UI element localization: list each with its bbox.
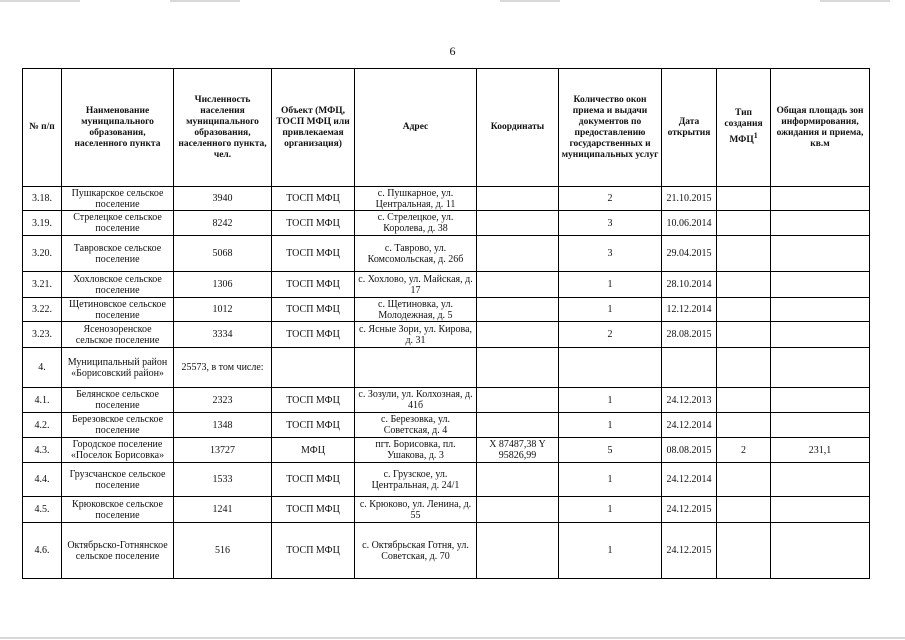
cell-population: 1012 — [174, 298, 272, 322]
cell-coordinates — [477, 463, 559, 497]
cell-population: 8242 — [174, 211, 272, 236]
cell-address: с. Пушкарное, ул. Центральная, д. 11 — [355, 187, 477, 211]
cell-population: 516 — [174, 523, 272, 579]
cell-coordinates — [477, 523, 559, 579]
cell-settlement-name: Березовское сельское поселение — [62, 413, 174, 438]
cell-opening-date: 28.08.2015 — [662, 322, 717, 348]
cell-area — [771, 413, 870, 438]
cell-settlement-name: Белянское сельское поселение — [62, 388, 174, 413]
cell-creation-type: 2 — [717, 438, 771, 463]
scan-artifact — [0, 0, 80, 2]
cell-settlement-name: Щетиновское сельское поселение — [62, 298, 174, 322]
page-number: 6 — [449, 44, 456, 58]
cell-row-number: 4.1. — [23, 388, 62, 413]
cell-address: с. Грузское, ул. Центральная, д. 24/1 — [355, 463, 477, 497]
cell-windows-count: 1 — [559, 413, 662, 438]
cell-windows-count: 1 — [559, 298, 662, 322]
cell-address: с. Таврово, ул. Комсомольская, д. 26б — [355, 236, 477, 272]
table-row — [23, 463, 870, 497]
cell-population: 1533 — [174, 463, 272, 497]
cell-coordinates — [477, 236, 559, 272]
header-row — [23, 69, 870, 187]
cell-area — [771, 187, 870, 211]
cell-object-type: ТОСП МФЦ — [272, 272, 355, 298]
cell-population: 2323 — [174, 388, 272, 413]
cell-windows-count: 1 — [559, 272, 662, 298]
cell-address: с. Стрелецкое, ул. Королева, д. 38 — [355, 211, 477, 236]
cell-creation-type — [717, 211, 771, 236]
cell-windows-count — [559, 348, 662, 388]
cell-area — [771, 388, 870, 413]
cell-address: с. Хохлово, ул. Майская, д. 17 — [355, 272, 477, 298]
cell-address — [355, 348, 477, 388]
cell-opening-date: 12.12.2014 — [662, 298, 717, 322]
cell-creation-type — [717, 272, 771, 298]
header-object: Объект (МФЦ, ТОСП МФЦ или привлекаемая организация) — [272, 69, 355, 187]
cell-address: с. Ясные Зори, ул. Кирова, д. 31 — [355, 322, 477, 348]
cell-coordinates — [477, 322, 559, 348]
cell-creation-type — [717, 413, 771, 438]
cell-opening-date: 24.12.2014 — [662, 463, 717, 497]
header-population: Численность населения муниципального образования, населенного пункта, чел. — [174, 69, 272, 187]
cell-windows-count: 5 — [559, 438, 662, 463]
cell-creation-type — [717, 298, 771, 322]
cell-area — [771, 463, 870, 497]
cell-row-number: 4.6. — [23, 523, 62, 579]
cell-windows-count: 2 — [559, 322, 662, 348]
cell-opening-date: 28.10.2014 — [662, 272, 717, 298]
cell-settlement-name: Тавровское сельское поселение — [62, 236, 174, 272]
cell-settlement-name: Октябрьско-Готнянское сельское поселение — [62, 523, 174, 579]
cell-object-type: ТОСП МФЦ — [272, 497, 355, 523]
cell-area — [771, 211, 870, 236]
cell-windows-count: 1 — [559, 463, 662, 497]
cell-coordinates — [477, 187, 559, 211]
cell-row-number: 4.4. — [23, 463, 62, 497]
cell-creation-type — [717, 187, 771, 211]
cell-object-type — [272, 348, 355, 388]
header-num: № п/п — [23, 69, 62, 187]
cell-creation-type — [717, 523, 771, 579]
table-row — [23, 272, 870, 298]
cell-coordinates — [477, 272, 559, 298]
table-row — [23, 388, 870, 413]
cell-windows-count: 1 — [559, 497, 662, 523]
table-row — [23, 322, 870, 348]
cell-object-type: ТОСП МФЦ — [272, 236, 355, 272]
cell-settlement-name: Пушкарское сельское поселение — [62, 187, 174, 211]
table-row — [23, 438, 870, 463]
cell-object-type: МФЦ — [272, 438, 355, 463]
header-coordinates: Координаты — [477, 69, 559, 187]
cell-object-type: ТОСП МФЦ — [272, 463, 355, 497]
cell-opening-date: 08.08.2015 — [662, 438, 717, 463]
scan-artifact — [820, 0, 890, 2]
cell-object-type: ТОСП МФЦ — [272, 388, 355, 413]
cell-population: 3940 — [174, 187, 272, 211]
cell-settlement-name: Крюковское сельское поселение — [62, 497, 174, 523]
cell-coordinates — [477, 413, 559, 438]
table-row — [23, 497, 870, 523]
cell-row-number: 3.20. — [23, 236, 62, 272]
cell-creation-type — [717, 348, 771, 388]
cell-row-number: 3.18. — [23, 187, 62, 211]
cell-windows-count: 2 — [559, 187, 662, 211]
cell-area — [771, 348, 870, 388]
cell-population: 25573, в том числе: — [174, 348, 272, 388]
cell-area: 231,1 — [771, 438, 870, 463]
cell-area — [771, 298, 870, 322]
cell-population: 1306 — [174, 272, 272, 298]
cell-address: пгт. Борисовка, пл. Ушакова, д. 3 — [355, 438, 477, 463]
cell-windows-count: 3 — [559, 236, 662, 272]
cell-address: с. Щетиновка, ул. Молодежная, д. 5 — [355, 298, 477, 322]
cell-row-number: 4.2. — [23, 413, 62, 438]
table-row — [23, 236, 870, 272]
cell-opening-date: 24.12.2013 — [662, 388, 717, 413]
cell-settlement-name: Ясенозоренское сельское поселение — [62, 322, 174, 348]
cell-address: с. Зозули, ул. Колхозная, д. 41б — [355, 388, 477, 413]
header-area: Общая площадь зон информирования, ожидания и приема, кв.м — [771, 69, 870, 187]
table-row — [23, 211, 870, 236]
header-type — [717, 69, 771, 187]
cell-coordinates — [477, 348, 559, 388]
cell-row-number: 3.21. — [23, 272, 62, 298]
header-name: Наименование муниципального образования, населенного пункта — [62, 69, 174, 187]
cell-coordinates: X 87487,38 Y 95826,99 — [477, 438, 559, 463]
scan-artifact — [500, 0, 560, 2]
scan-artifact — [0, 637, 905, 639]
cell-creation-type — [717, 497, 771, 523]
header-footnote: 1 — [753, 131, 758, 141]
table-row — [23, 413, 870, 438]
cell-object-type: ТОСП МФЦ — [272, 211, 355, 236]
cell-settlement-name: Хохловское сельское поселение — [62, 272, 174, 298]
cell-object-type: ТОСП МФЦ — [272, 523, 355, 579]
cell-settlement-name: Муниципальный район «Борисовский район» — [62, 348, 174, 388]
cell-population: 5068 — [174, 236, 272, 272]
header-windows: Количество окон приема и выдачи документов по предоставлению государственных и муниципальных услуг — [559, 69, 662, 187]
cell-coordinates — [477, 388, 559, 413]
cell-object-type: ТОСП МФЦ — [272, 322, 355, 348]
cell-opening-date — [662, 348, 717, 388]
table-row — [23, 298, 870, 322]
cell-object-type: ТОСП МФЦ — [272, 298, 355, 322]
cell-area — [771, 322, 870, 348]
cell-creation-type — [717, 322, 771, 348]
cell-area — [771, 523, 870, 579]
scan-artifact — [170, 0, 240, 2]
cell-opening-date: 21.10.2015 — [662, 187, 717, 211]
cell-population: 13727 — [174, 438, 272, 463]
cell-windows-count: 3 — [559, 211, 662, 236]
cell-population: 3334 — [174, 322, 272, 348]
cell-opening-date: 24.12.2015 — [662, 523, 717, 579]
cell-address: с. Октябрьская Готня, ул. Советская, д. 70 — [355, 523, 477, 579]
cell-settlement-name: Городское поселение «Поселок Борисовка» — [62, 438, 174, 463]
cell-row-number: 4. — [23, 348, 62, 388]
cell-creation-type — [717, 463, 771, 497]
cell-opening-date: 29.04.2015 — [662, 236, 717, 272]
cell-settlement-name: Стрелецкое сельское поселение — [62, 211, 174, 236]
cell-area — [771, 272, 870, 298]
cell-area — [771, 236, 870, 272]
cell-address: с. Крюково, ул. Ленина, д. 55 — [355, 497, 477, 523]
cell-coordinates — [477, 211, 559, 236]
cell-settlement-name: Грузсчанское сельское поселение — [62, 463, 174, 497]
cell-creation-type — [717, 388, 771, 413]
cell-row-number: 3.19. — [23, 211, 62, 236]
cell-opening-date: 10.06.2014 — [662, 211, 717, 236]
table-row — [23, 348, 870, 388]
cell-creation-type — [717, 236, 771, 272]
cell-row-number: 3.23. — [23, 322, 62, 348]
cell-area — [771, 497, 870, 523]
cell-coordinates — [477, 298, 559, 322]
cell-opening-date: 24.12.2014 — [662, 413, 717, 438]
cell-row-number: 4.3. — [23, 438, 62, 463]
header-type-text: Тип создания МФЦ — [724, 108, 763, 146]
cell-object-type: ТОСП МФЦ — [272, 187, 355, 211]
cell-opening-date: 24.12.2015 — [662, 497, 717, 523]
header-address: Адрес — [355, 69, 477, 187]
table-row — [23, 523, 870, 579]
table-row — [23, 187, 870, 211]
cell-windows-count: 1 — [559, 523, 662, 579]
cell-object-type: ТОСП МФЦ — [272, 413, 355, 438]
cell-population: 1348 — [174, 413, 272, 438]
mfc-table — [22, 68, 870, 579]
cell-row-number: 3.22. — [23, 298, 62, 322]
cell-row-number: 4.5. — [23, 497, 62, 523]
cell-population: 1241 — [174, 497, 272, 523]
cell-address: с. Березовка, ул. Советская, д. 4 — [355, 413, 477, 438]
cell-windows-count: 1 — [559, 388, 662, 413]
header-date: Дата открытия — [662, 69, 717, 187]
cell-coordinates — [477, 497, 559, 523]
